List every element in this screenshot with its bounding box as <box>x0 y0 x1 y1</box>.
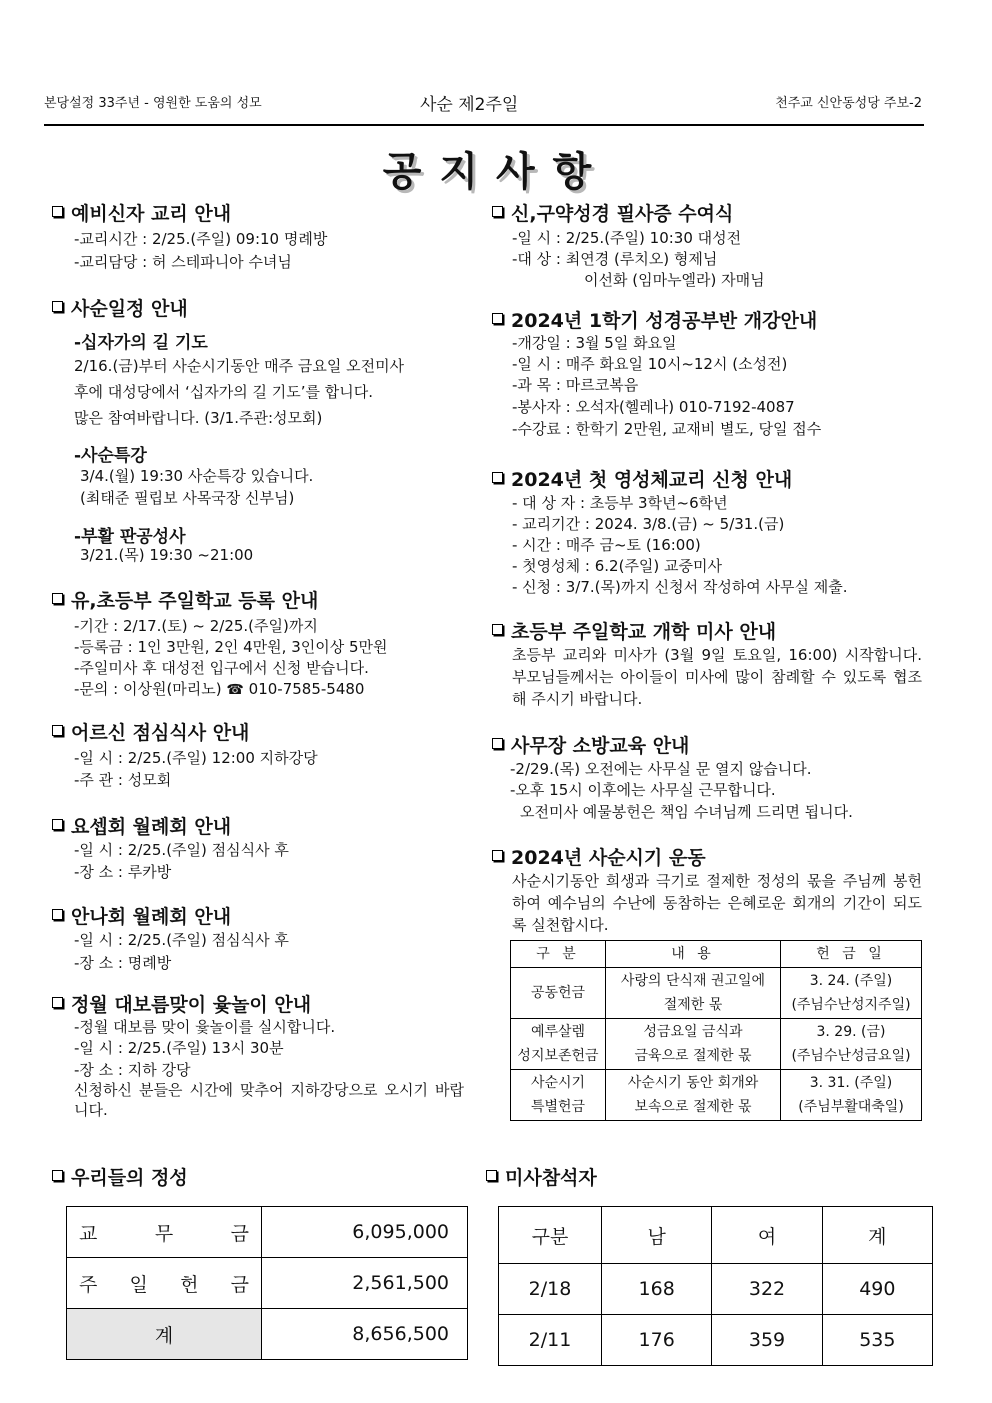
list-item: -주일미사 후 대성전 입구에서 신청 받습니다. <box>74 659 369 677</box>
list-item: -교리시간 : 2/25.(주일) 09:10 명례방 <box>74 230 328 248</box>
section-first-communion: 2024년 첫 영성체교리 신청 안내 <box>492 465 792 492</box>
table-row <box>511 968 922 1019</box>
table-cell: 성금요일 금식과 금육으로 절제한 몫 <box>606 1019 781 1070</box>
table-cell: 예루살렘 성지보존헌금 <box>511 1019 606 1070</box>
table-header: 여 <box>712 1207 822 1264</box>
paragraph: 초등부 교리와 미사가 (3월 9일 토요일, 16:00) 시작합니다. 부모님들께서는 아이들이 미사에 많이 참례할 수 있도록 협조해 주시기 바랍니다. <box>512 646 922 708</box>
list-item: - 시간 : 매주 금~토 (16:00) <box>512 536 701 554</box>
section-joseph: 요셉회 월례회 안내 <box>52 812 231 839</box>
section-anna: 안나회 월례회 안내 <box>52 902 231 929</box>
list-item: -일 시 : 2/25.(주일) 12:00 지하강당 <box>74 749 318 767</box>
checkbox-bullet-icon <box>52 301 63 312</box>
table-header: 구분 <box>499 1207 602 1264</box>
list-item: - 대 상 자 : 초등부 3학년~6학년 <box>512 494 728 512</box>
list-item: -장 소 : 지하 강당 <box>74 1061 191 1079</box>
table-header-row <box>499 1207 933 1264</box>
section-yut: 정월 대보름맞이 윷놀이 안내 <box>52 990 311 1017</box>
table-cell: 322 <box>712 1264 822 1315</box>
table-header: 남 <box>602 1207 712 1264</box>
list-item: -2/29.(목) 오전에는 사무실 문 열지 않습니다. <box>510 760 812 778</box>
list-item: -교리담당 : 허 스테파니아 수녀님 <box>74 253 292 271</box>
list-item: -일 시 : 2/25.(주일) 점심식사 후 <box>74 931 289 949</box>
list-item: -대 상 : 최연경 (루치오) 형제님 <box>512 250 718 268</box>
list-item: - 교리기간 : 2024. 3/8.(금) ~ 5/31.(금) <box>512 515 785 533</box>
header-rule <box>44 124 924 126</box>
offering-label: 교 무 금 <box>79 1222 249 1245</box>
checkbox-bullet-icon <box>492 206 503 217</box>
list-item: -장 소 : 루카방 <box>74 863 172 881</box>
table-header-row <box>511 941 922 968</box>
list-item: 이선화 (임마누엘라) 자매님 <box>584 271 765 289</box>
list-item: 3/21.(목) 19:30 ~21:00 <box>80 546 254 564</box>
table-cell: 사랑의 단식재 권고일에 절제한 몫 <box>606 968 781 1019</box>
table-cell: 8,656,500 <box>262 1309 468 1360</box>
page-title: 공지사항 <box>382 149 610 195</box>
list-item: 오전미사 예물봉헌은 책임 수녀님께 드리면 됩니다. <box>520 803 853 821</box>
table-row <box>511 1019 922 1070</box>
paragraph: 신청하신 분들은 시간에 맞추어 지하강당으로 오시기 바랍니다. <box>74 1081 464 1119</box>
list-item: -일 시 : 2/25.(주일) 점심식사 후 <box>74 841 289 859</box>
section-attendance: 미사참석자 <box>486 1163 597 1190</box>
section-sunday-school: 유,초등부 주일학교 등록 안내 <box>52 586 318 613</box>
list-item: -일 시 : 2/25.(주일) 10:30 대성전 <box>512 229 742 247</box>
list-item: (최태준 필립보 사목국장 신부님) <box>80 489 295 507</box>
contact-line: -문의 : 이상원(마리노) ☎ 010-7585-5480 <box>74 680 365 698</box>
offerings-table <box>66 1206 468 1360</box>
table-cell: 2,561,500 <box>262 1258 468 1309</box>
table-header: 구 분 <box>511 941 606 968</box>
table-cell: 168 <box>602 1264 712 1315</box>
lent-offering-table <box>510 940 922 1121</box>
list-item: -정월 대보름 맞이 윷놀이를 실시합니다. <box>74 1018 336 1036</box>
list-item: -일 시 : 2/25.(주일) 13시 30분 <box>74 1039 284 1057</box>
table-header: 내 용 <box>606 941 781 968</box>
list-item: -기간 : 2/17.(토) ~ 2/25.(주일)까지 <box>74 617 318 635</box>
list-item: 후에 대성당에서 ‘십자가의 길 기도’를 합니다. <box>74 383 373 401</box>
phone-icon: ☎ <box>226 682 244 698</box>
table-cell: 사순시기 특별헌금 <box>511 1070 606 1121</box>
table-cell: 계 <box>67 1309 262 1360</box>
list-item: - 신청 : 3/7.(목)까지 신청서 작성하여 사무실 제출. <box>512 578 848 596</box>
list-item: -주 관 : 성모회 <box>74 771 172 789</box>
table-cell: 176 <box>602 1315 712 1366</box>
list-item: -등록금 : 1인 3만원, 2인 4만원, 3인이상 5만원 <box>74 638 388 656</box>
table-cell: 3. 29. (금) (주님수난성금요일) <box>781 1019 922 1070</box>
table-row <box>511 1070 922 1121</box>
table-cell: 6,095,000 <box>262 1207 468 1258</box>
attendance-table <box>498 1206 933 1366</box>
table-header: 헌 금 일 <box>781 941 922 968</box>
paragraph: 사순시기동안 희생과 극기로 절제한 정성의 몫을 주님께 봉헌하여 예수님의 수난에 동참하는 은혜로운 회개의 기간이 되도록 실천합시다. <box>512 872 922 934</box>
table-cell: 3. 24. (주일) (주님수난성지주일) <box>781 968 922 1019</box>
header-right: 천주교 신안동성당 주보-2 <box>775 96 922 111</box>
offering-label: 주 일 헌 금 <box>79 1273 249 1296</box>
table-row <box>499 1264 933 1315</box>
checkbox-bullet-icon <box>52 1170 63 1181</box>
table-row <box>499 1315 933 1366</box>
section-school-mass: 초등부 주일학교 개학 미사 안내 <box>492 617 776 644</box>
table-cell: 3. 31. (주일) (주님부활대축일) <box>781 1070 922 1121</box>
table-cell: 공동헌금 <box>511 968 606 1019</box>
list-item: -개강일 : 3월 5일 화요일 <box>512 334 677 352</box>
section-bible-study: 2024년 1학기 성경공부반 개강안내 <box>492 306 817 333</box>
section-offerings: 우리들의 정성 <box>52 1163 188 1190</box>
checkbox-bullet-icon <box>492 624 503 635</box>
checkbox-bullet-icon <box>492 850 503 861</box>
checkbox-bullet-icon <box>492 738 503 749</box>
list-item: -일 시 : 매주 화요일 10시~12시 (소성전) <box>512 355 788 373</box>
section-bible-transcription: 신,구약성경 필사증 수여식 <box>492 199 733 226</box>
table-cell <box>67 1258 262 1309</box>
table-cell: 2/18 <box>499 1264 602 1315</box>
checkbox-bullet-icon <box>52 725 63 736</box>
list-item: 많은 참여바랍니다. (3/1.주관:성모회) <box>74 409 323 427</box>
checkbox-bullet-icon <box>52 997 63 1008</box>
list-item: 3/4.(월) 19:30 사순특강 있습니다. <box>80 467 314 485</box>
list-item: -장 소 : 명례방 <box>74 954 172 972</box>
header-center: 사순 제2주일 <box>420 95 519 115</box>
checkbox-bullet-icon <box>52 909 63 920</box>
table-cell: 490 <box>822 1264 932 1315</box>
checkbox-bullet-icon <box>52 206 63 217</box>
table-row <box>67 1207 468 1258</box>
table-header: 계 <box>822 1207 932 1264</box>
table-row <box>67 1258 468 1309</box>
table-cell: 535 <box>822 1315 932 1366</box>
checkbox-bullet-icon <box>52 593 63 604</box>
list-item: -봉사자 : 오석자(헬레나) 010-7192-4087 <box>512 398 795 416</box>
list-item: 2/16.(금)부터 사순시기동안 매주 금요일 오전미사 <box>74 357 405 375</box>
list-item: -과 목 : 마르코복음 <box>512 376 639 394</box>
list-item: - 첫영성체 : 6.2(주일) 교중미사 <box>512 557 722 575</box>
section-fire-training: 사무장 소방교육 안내 <box>492 731 689 758</box>
checkbox-bullet-icon <box>52 819 63 830</box>
checkbox-bullet-icon <box>492 313 503 324</box>
table-cell: 사순시기 동안 회개와 보속으로 절제한 몫 <box>606 1070 781 1121</box>
subsection-penance: -부활 판공성사 <box>74 527 186 547</box>
table-cell: 359 <box>712 1315 822 1366</box>
header-left: 본당설정 33주년 - 영원한 도움의 성모 <box>44 96 262 111</box>
checkbox-bullet-icon <box>486 1170 497 1181</box>
table-cell: 2/11 <box>499 1315 602 1366</box>
section-elders-lunch: 어르신 점심식사 안내 <box>52 718 249 745</box>
subsection-lecture: -사순특강 <box>74 446 147 466</box>
subsection-stations: -십자가의 길 기도 <box>74 333 208 353</box>
list-item: -오후 15시 이후에는 사무실 근무합니다. <box>510 781 776 799</box>
table-row <box>67 1309 468 1360</box>
list-item: -수강료 : 한학기 2만원, 교재비 별도, 당일 접수 <box>512 420 822 438</box>
section-catechumen: 예비신자 교리 안내 <box>52 199 231 226</box>
checkbox-bullet-icon <box>492 472 503 483</box>
section-lent-schedule: 사순일정 안내 <box>52 294 188 321</box>
section-lent-movement: 2024년 사순시기 운동 <box>492 843 706 870</box>
table-cell <box>67 1207 262 1258</box>
